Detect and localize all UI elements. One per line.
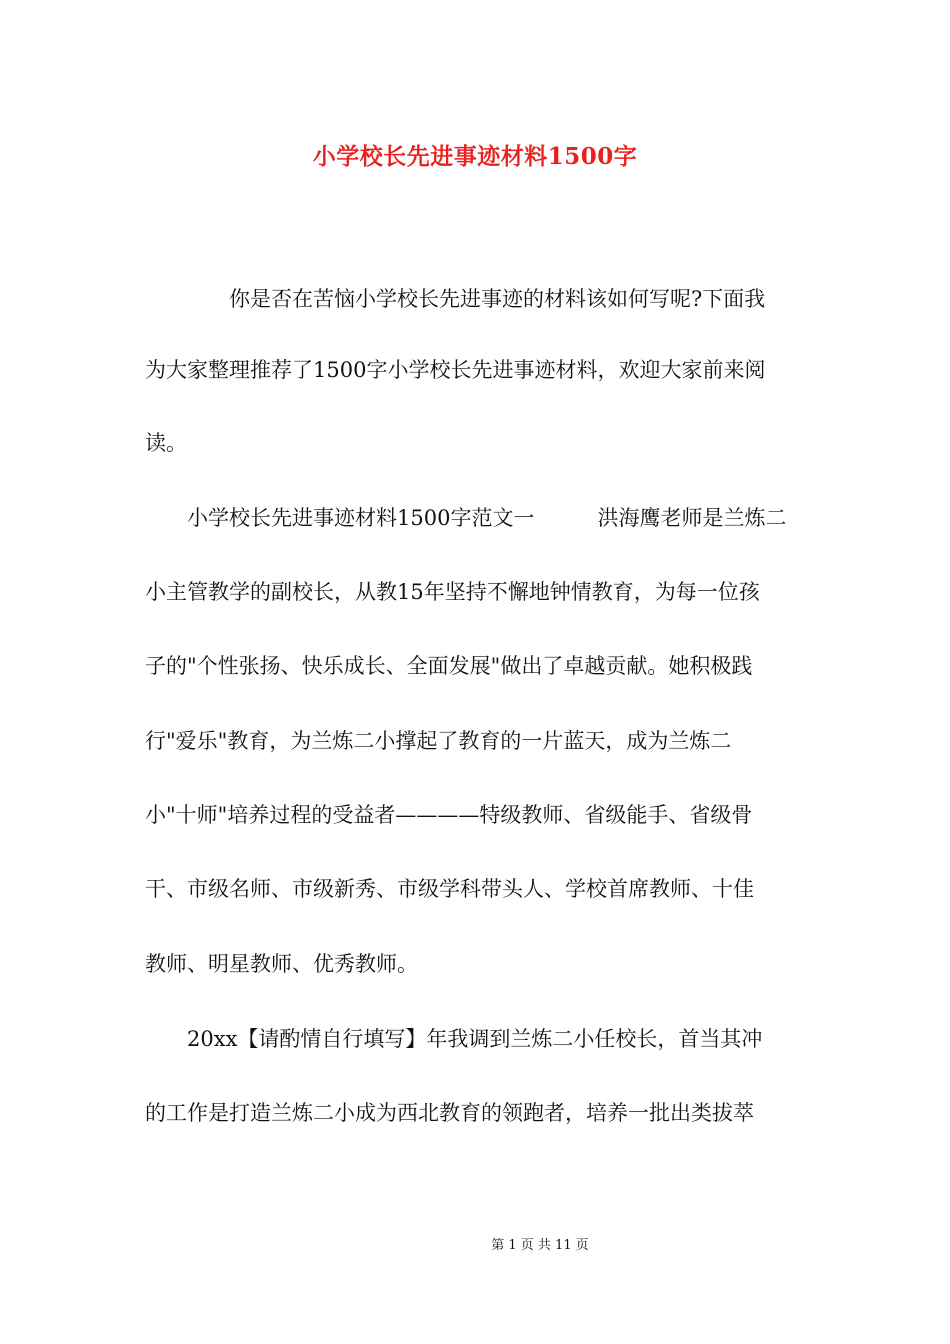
body-line: 干、市级名师、市级新秀、市级学科带头人、学校首席教师、十佳 xyxy=(145,877,754,901)
body-line: 的工作是打造兰炼二小成为西北教育的领跑者，培养一批出类拔萃 xyxy=(145,1101,754,1125)
body-line: 为大家整理推荐了1500字小学校长先进事迹材料，欢迎大家前来阅 xyxy=(145,358,766,382)
page-number: 第 1 页 共 11 页 xyxy=(491,1238,589,1253)
body-line: 读。 xyxy=(145,431,187,455)
body-line: 小"十师"培养过程的受益者————特级教师、省级能手、省级骨 xyxy=(145,803,753,827)
body-line: 20xx【请酌情自行填写】年我调到兰炼二小任校长，首当其冲 xyxy=(145,1027,763,1051)
body-line: 教师、明星教师、优秀教师。 xyxy=(145,952,418,976)
body-line: 子的"个性张扬、快乐成长、全面发展"做出了卓越贡献。她积极践 xyxy=(145,654,753,678)
document-title: 小学校长先进事迹材料1500字 xyxy=(312,143,638,170)
body-line: 小主管教学的副校长，从教15年坚持不懈地钟情教育，为每一位孩 xyxy=(145,580,760,604)
body-line: 行"爱乐"教育，为兰炼二小撑起了教育的一片蓝天，成为兰炼二 xyxy=(145,729,732,753)
body-line: 你是否在苦恼小学校长先进事迹的材料该如何写呢?下面我 xyxy=(145,287,766,311)
body-line: 小学校长先进事迹材料1500字范文一 洪海鹰老师是兰炼二 xyxy=(145,506,787,530)
